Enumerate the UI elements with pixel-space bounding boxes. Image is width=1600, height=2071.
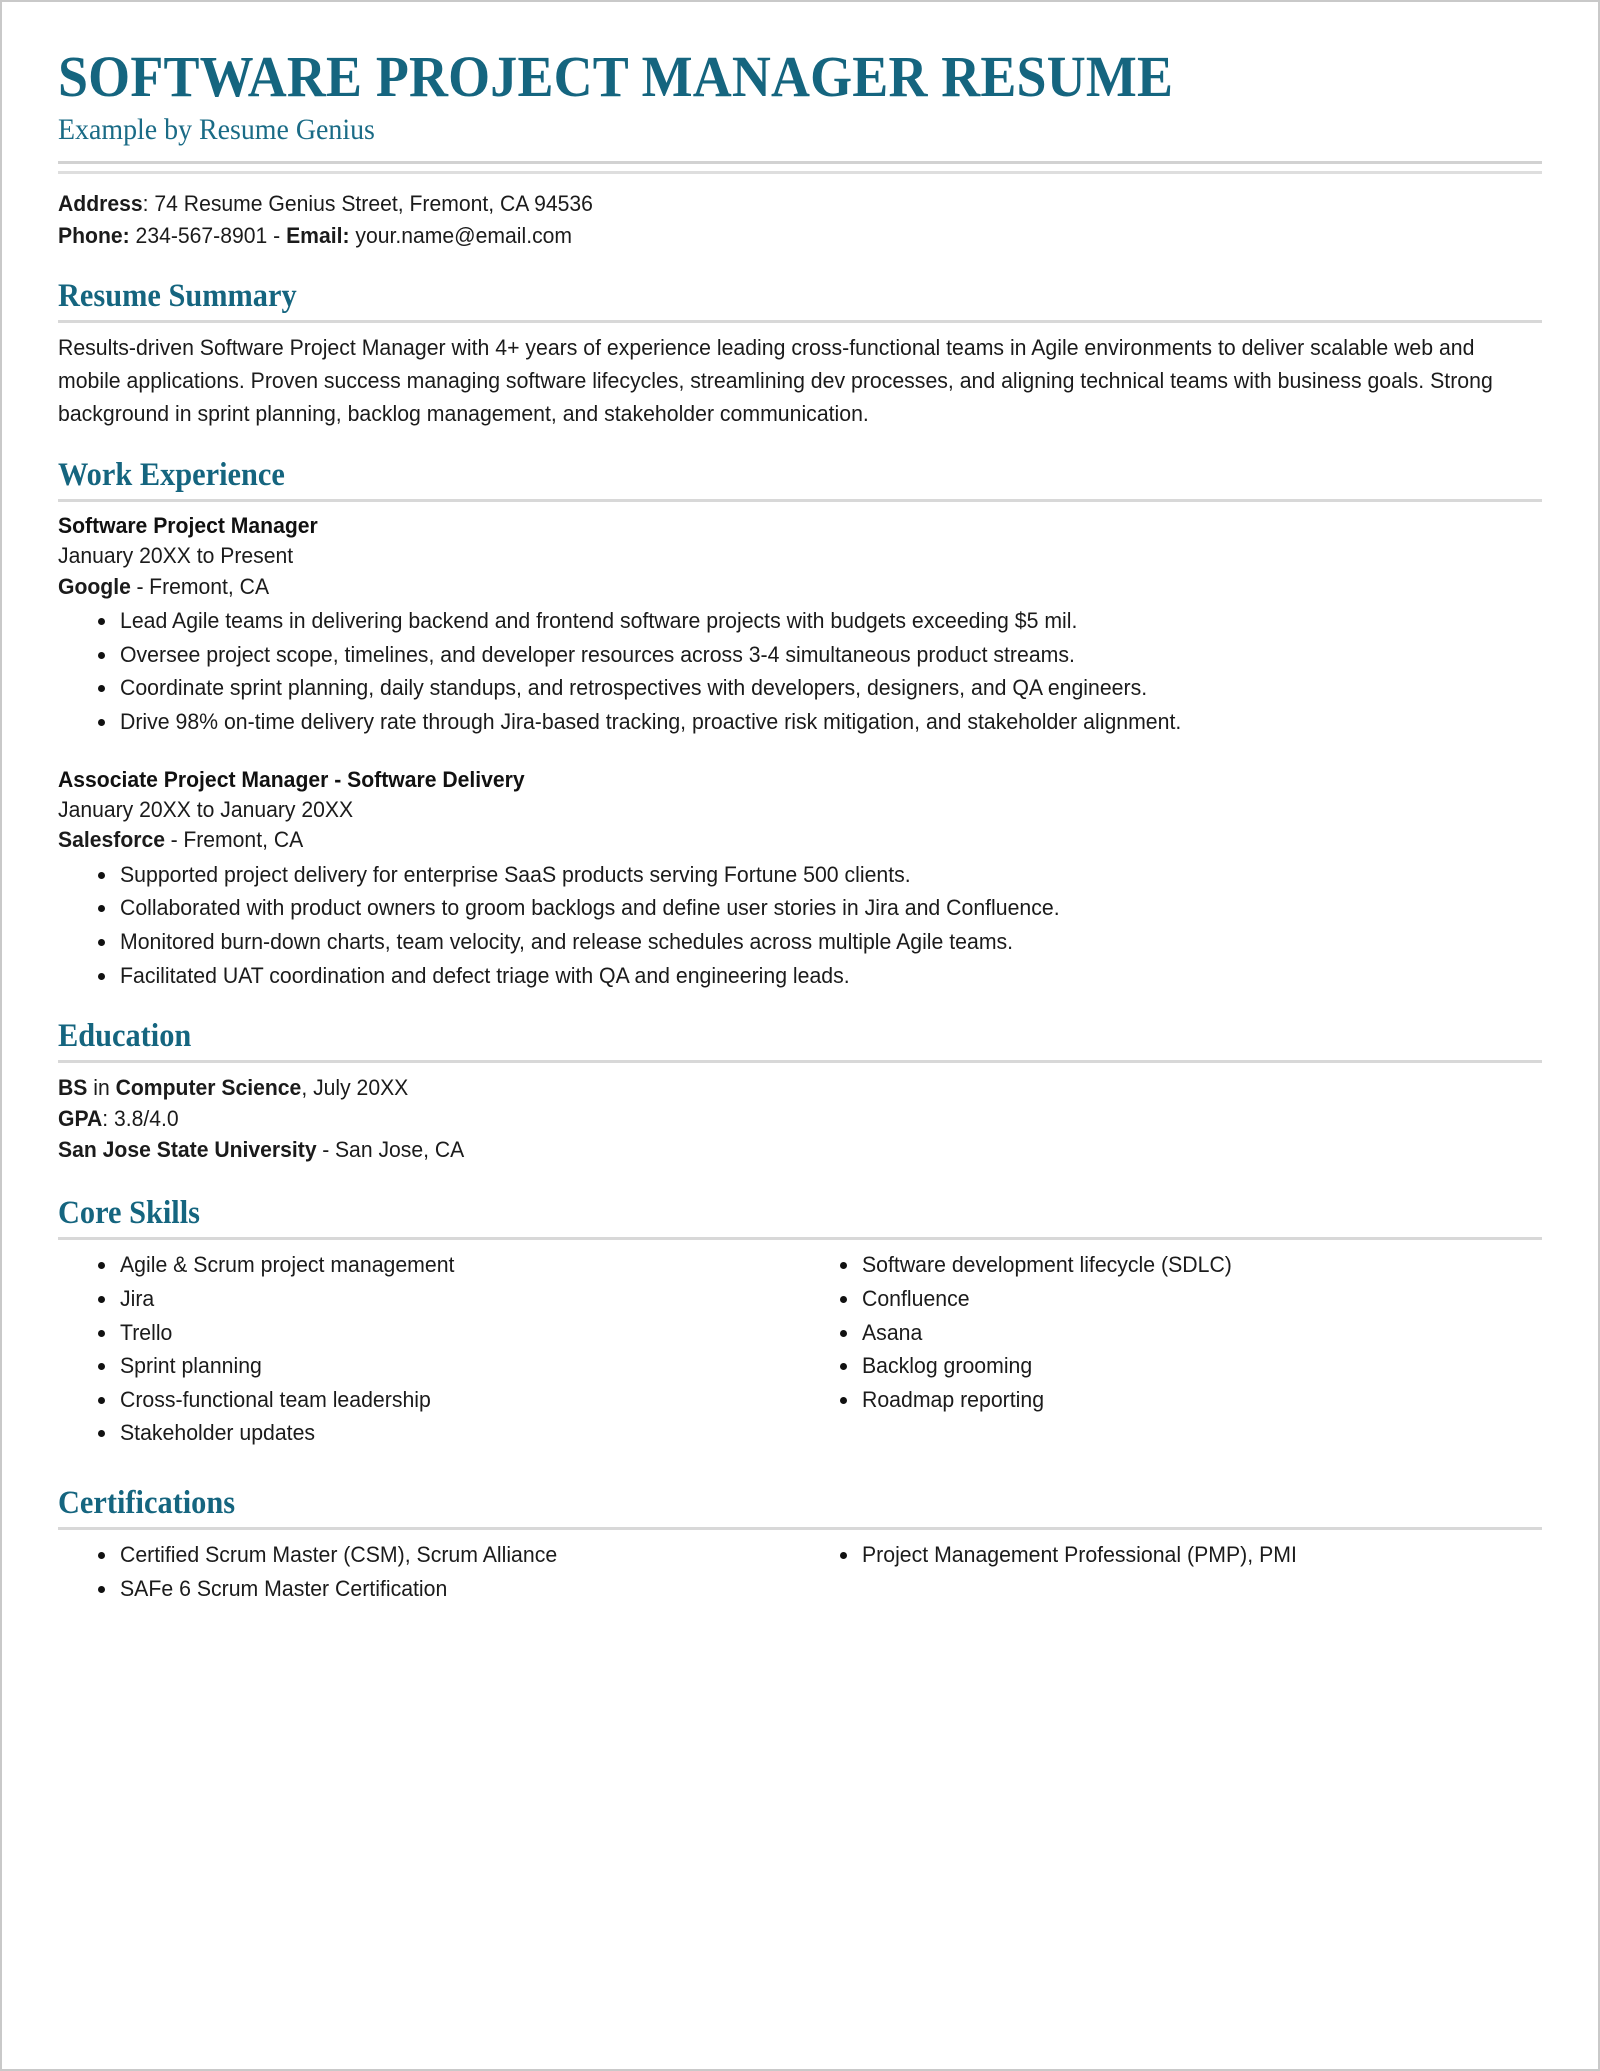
job-company-line (58, 572, 1453, 602)
education-degree-line (58, 1072, 1453, 1103)
job-bullet-text: Facilitated UAT coordination and defect triage with QA and engineering leads. (120, 962, 850, 988)
skill-text: Stakeholder updates (120, 1420, 316, 1446)
phone-value: 234-567-8901 - (129, 223, 287, 249)
skill-item (862, 1249, 1542, 1282)
contact-address-line (58, 188, 1453, 220)
education-gpa-line (58, 1103, 1453, 1134)
section-education (58, 1018, 1542, 1165)
school-separator: - (322, 1137, 330, 1163)
job-bullet (120, 706, 1542, 739)
job-bullet-text: Collaborated with product owners to groom backlogs and define user stories in Jira and Confluence. (120, 895, 1060, 921)
job-bullet-text: Drive 98% on-time delivery rate through Jira-based tracking, proactive risk mitigation, and stakeholder alignment. (120, 708, 1182, 734)
skill-text: Jira (120, 1285, 155, 1311)
certification-item (120, 1539, 800, 1572)
job-bullet-text: Lead Agile teams in delivering backend and frontend software projects with budgets exceeding $5 mil. (120, 608, 1078, 633)
skill-text: Backlog grooming (862, 1353, 1033, 1379)
job-separator: - (170, 827, 178, 853)
section-certifications (58, 1485, 1542, 1606)
job-bullet-text: Coordinate sprint planning, daily standups, and retrospectives with developers, designers, and QA engineers. (120, 675, 1148, 701)
skills-column-right (800, 1249, 1542, 1451)
gpa-label: GPA (58, 1106, 103, 1132)
certifications-list-right (800, 1539, 1542, 1572)
skills-list-left (58, 1249, 800, 1450)
skill-item (862, 1384, 1542, 1417)
section-divider (58, 320, 1542, 323)
section-divider (58, 1237, 1542, 1240)
section-core-skills (58, 1195, 1542, 1451)
skill-text: Roadmap reporting (862, 1386, 1045, 1412)
job-bullet-text: Monitored burn-down charts, team velocity, and release schedules across multiple Agile teams. (120, 928, 1014, 954)
certifications-columns (58, 1539, 1542, 1606)
skill-text: Confluence (862, 1285, 970, 1311)
job-bullet (120, 892, 1542, 925)
job-company-name: Google (58, 573, 131, 599)
job-bullet (120, 672, 1542, 705)
section-heading-certifications: Certifications (58, 1485, 236, 1522)
degree-field: Computer Science (115, 1075, 302, 1101)
job-bullet (120, 926, 1542, 959)
job-title: Associate Project Manager - Software Delivery (58, 766, 525, 792)
school-name: San Jose State University (58, 1137, 317, 1163)
section-divider (58, 1527, 1542, 1530)
skill-item (862, 1317, 1542, 1350)
address-label: Address (58, 191, 143, 217)
skill-item (120, 1317, 800, 1350)
summary-text: Results-driven Software Project Manager with 4+ years of experience leading cross-functional teams in Agile environments to deliver scalable web and mobile applications. Proven success managing software lifecycles, streamlining dev processes, and aligning technical teams with business goals. Strong background in sprint planning, backlog management, and stakeholder communication. (58, 335, 1493, 427)
job-bullet (120, 859, 1542, 892)
section-heading-work: Work Experience (58, 456, 285, 493)
degree-abbr: BS (58, 1075, 88, 1101)
education-school-line (58, 1134, 1453, 1165)
skill-text: Asana (862, 1319, 923, 1345)
address-value: : 74 Resume Genius Street, Fremont, CA 94536 (142, 191, 593, 217)
certification-item (120, 1573, 800, 1606)
job-bullet (120, 639, 1542, 672)
skill-item (862, 1350, 1542, 1383)
certification-text: SAFe 6 Scrum Master Certification (120, 1575, 448, 1601)
certification-item (862, 1539, 1542, 1572)
skill-text: Software development lifecycle (SDLC) (862, 1252, 1232, 1278)
resume-subtitle: Example by Resume Genius (58, 113, 375, 147)
job-bullet-list (58, 605, 1542, 739)
section-heading-summary: Resume Summary (58, 278, 297, 315)
school-location: San Jose, CA (334, 1137, 465, 1163)
skill-text: Cross-functional team leadership (120, 1386, 431, 1412)
certifications-list-left (58, 1539, 800, 1605)
contact-phone-email-line (58, 220, 1453, 252)
email-value: your.name@email.com (349, 223, 573, 249)
skill-item (120, 1249, 800, 1282)
section-heading-education: Education (58, 1018, 192, 1055)
job-company-name: Salesforce (58, 827, 165, 853)
header-divider (58, 161, 1542, 174)
job-bullet-list (58, 859, 1542, 993)
job-dates: January 20XX to Present (58, 543, 294, 569)
job-location: Fremont, CA (183, 827, 304, 853)
job-company-line (58, 825, 1453, 855)
job-bullet-text: Supported project delivery for enterprise SaaS products serving Fortune 500 clients. (120, 861, 911, 887)
certification-text: Project Management Professional (PMP), PMI (862, 1542, 1297, 1568)
job-location: Fremont, CA (149, 573, 270, 599)
page-title: SOFTWARE PROJECT MANAGER RESUME (58, 44, 1174, 109)
job-entry (58, 765, 1542, 993)
skill-text: Sprint planning (120, 1353, 262, 1379)
gpa-value: : 3.8/4.0 (102, 1106, 179, 1132)
section-resume-summary (58, 278, 1542, 431)
skills-list-right (800, 1249, 1542, 1416)
section-divider (58, 1060, 1542, 1063)
skills-column-left (58, 1249, 800, 1451)
skill-item (862, 1283, 1542, 1316)
contact-block (58, 188, 1453, 252)
skill-item (120, 1350, 800, 1383)
skills-columns (58, 1249, 1542, 1451)
job-entry (58, 511, 1542, 739)
skill-item (120, 1417, 800, 1450)
job-bullet-text: Oversee project scope, timelines, and developer resources across 3-4 simultaneous product streams. (120, 641, 1075, 667)
certifications-column-right (800, 1539, 1542, 1606)
skill-text: Trello (120, 1319, 173, 1345)
job-bullet (120, 960, 1542, 993)
section-divider (58, 499, 1542, 502)
degree-date: , July 20XX (301, 1075, 409, 1101)
job-separator: - (136, 573, 144, 599)
phone-label: Phone: (58, 223, 130, 249)
job-bullet (120, 605, 1542, 638)
degree-connector: in (87, 1075, 116, 1101)
skill-item (120, 1283, 800, 1316)
job-dates: January 20XX to January 20XX (58, 796, 354, 822)
section-work-experience (58, 457, 1542, 992)
skill-item (120, 1384, 800, 1417)
section-heading-skills: Core Skills (58, 1195, 200, 1232)
skill-text: Agile & Scrum project management (120, 1252, 455, 1278)
certification-text: Certified Scrum Master (CSM), Scrum Alliance (120, 1542, 558, 1568)
email-label: Email: (286, 223, 350, 249)
job-title: Software Project Manager (58, 512, 318, 538)
resume-header (58, 46, 1542, 174)
certifications-column-left (58, 1539, 800, 1606)
